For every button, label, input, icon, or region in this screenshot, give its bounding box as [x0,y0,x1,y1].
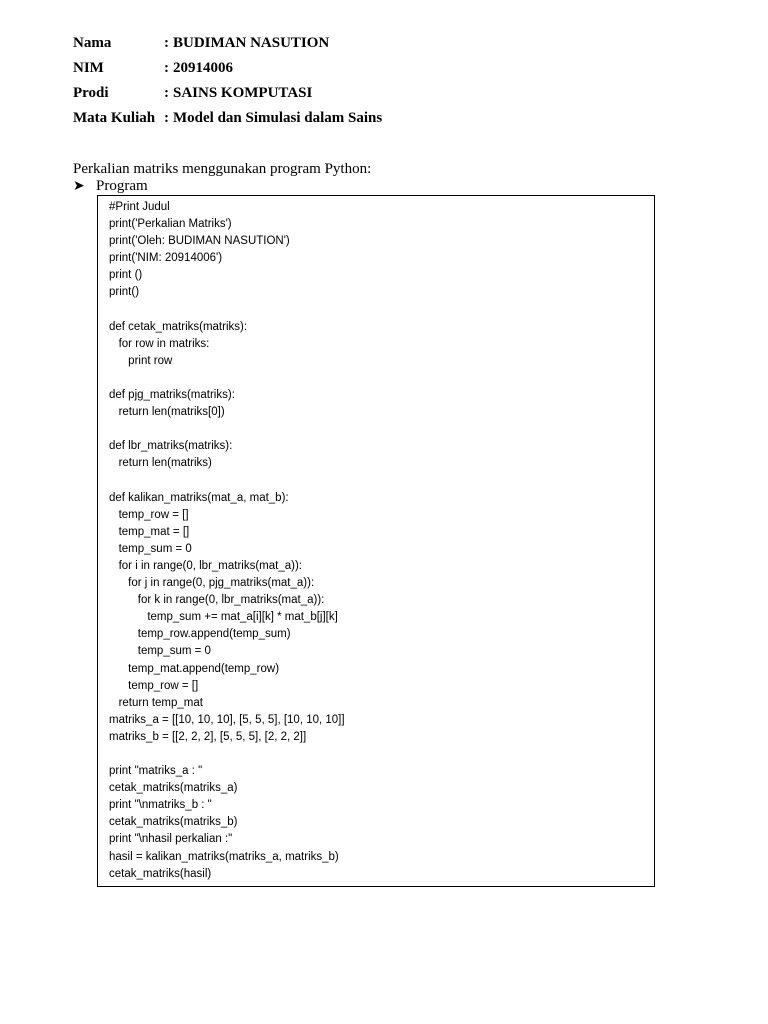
code-line: return len(matriks[0]) [109,406,225,419]
code-line: return len(matriks) [109,457,212,470]
code-line: hasil = kalikan_matriks(matriks_a, matriks_b) [109,850,339,863]
code-line: cetak_matriks(matriks_a) [109,782,238,795]
code-line: print row [109,354,173,367]
code-block [97,195,655,887]
code-line: for j in range(0, pjg_matriks(mat_a)): [109,577,315,590]
code-listing [109,199,345,883]
info-separator: : [164,60,169,76]
info-value: Model dan Simulasi dalam Sains [173,110,383,126]
info-separator: : [164,110,169,126]
code-line: for row in matriks: [109,337,210,350]
intro-text: Perkalian matriks menggunakan program Python: [73,161,372,177]
info-label: NIM [73,60,104,76]
info-row-nama [73,32,382,57]
info-value: 20914006 [173,60,233,76]
section-label: Program [96,178,148,194]
info-value: BUDIMAN NASUTION [173,35,330,51]
info-label: Prodi [73,85,109,101]
code-line: temp_sum = 0 [109,645,211,658]
code-line: for k in range(0, lbr_matriks(mat_a)): [109,594,325,607]
code-line: temp_sum += mat_a[i][k] * mat_b[j][k] [109,611,338,624]
code-line: for i in range(0, lbr_matriks(mat_a)): [109,559,303,572]
info-label: Mata Kuliah [73,110,156,126]
code-line [109,746,345,763]
info-label: Nama [73,35,112,51]
section-heading [73,177,148,196]
info-separator: : [164,85,169,101]
code-line: print('Perkalian Matriks') [109,218,232,231]
code-line: def pjg_matriks(matriks): [109,389,235,402]
code-line: print "\nhasil perkalian :" [109,833,233,846]
code-line: temp_mat.append(temp_row) [109,662,280,675]
info-value: SAINS KOMPUTASI [173,85,313,101]
code-line [109,370,345,387]
code-line: temp_row.append(temp_sum) [109,628,291,641]
code-line: temp_mat = [] [109,525,190,538]
code-line [109,473,345,490]
code-line: matriks_b = [[2, 2, 2], [5, 5, 5], [2, 2, 2]] [109,730,307,743]
code-line: matriks_a = [[10, 10, 10], [5, 5, 5], [10, 10, 10]] [109,713,345,726]
info-row-prodi [73,82,382,107]
code-line: print('Oleh: BUDIMAN NASUTION') [109,235,290,248]
code-line: def lbr_matriks(matriks): [109,440,233,453]
code-line: cetak_matriks(hasil) [109,867,212,880]
code-line: temp_row = [] [109,679,199,692]
info-row-mata-kuliah [73,107,382,132]
code-line: def kalikan_matriks(mat_a, mat_b): [109,491,289,504]
student-info [73,32,382,132]
info-row-nim [73,57,382,82]
code-line [109,302,345,319]
code-line: print () [109,269,143,282]
code-line: temp_sum = 0 [109,542,192,555]
code-line: temp_row = [] [109,508,189,521]
code-line: return temp_mat [109,696,203,709]
code-line [109,421,345,438]
code-line: print() [109,286,140,299]
code-line: #Print Judul [109,201,170,213]
info-separator: : [164,35,169,51]
code-line: print "matriks_a : " [109,765,203,778]
code-line: print "\nmatriks_b : " [109,799,212,812]
code-line: def cetak_matriks(matriks): [109,320,248,333]
code-line: cetak_matriks(matriks_b) [109,816,238,829]
arrowhead-bullet-icon: ➤ [73,179,85,194]
code-line: print('NIM: 20914006') [109,252,223,265]
